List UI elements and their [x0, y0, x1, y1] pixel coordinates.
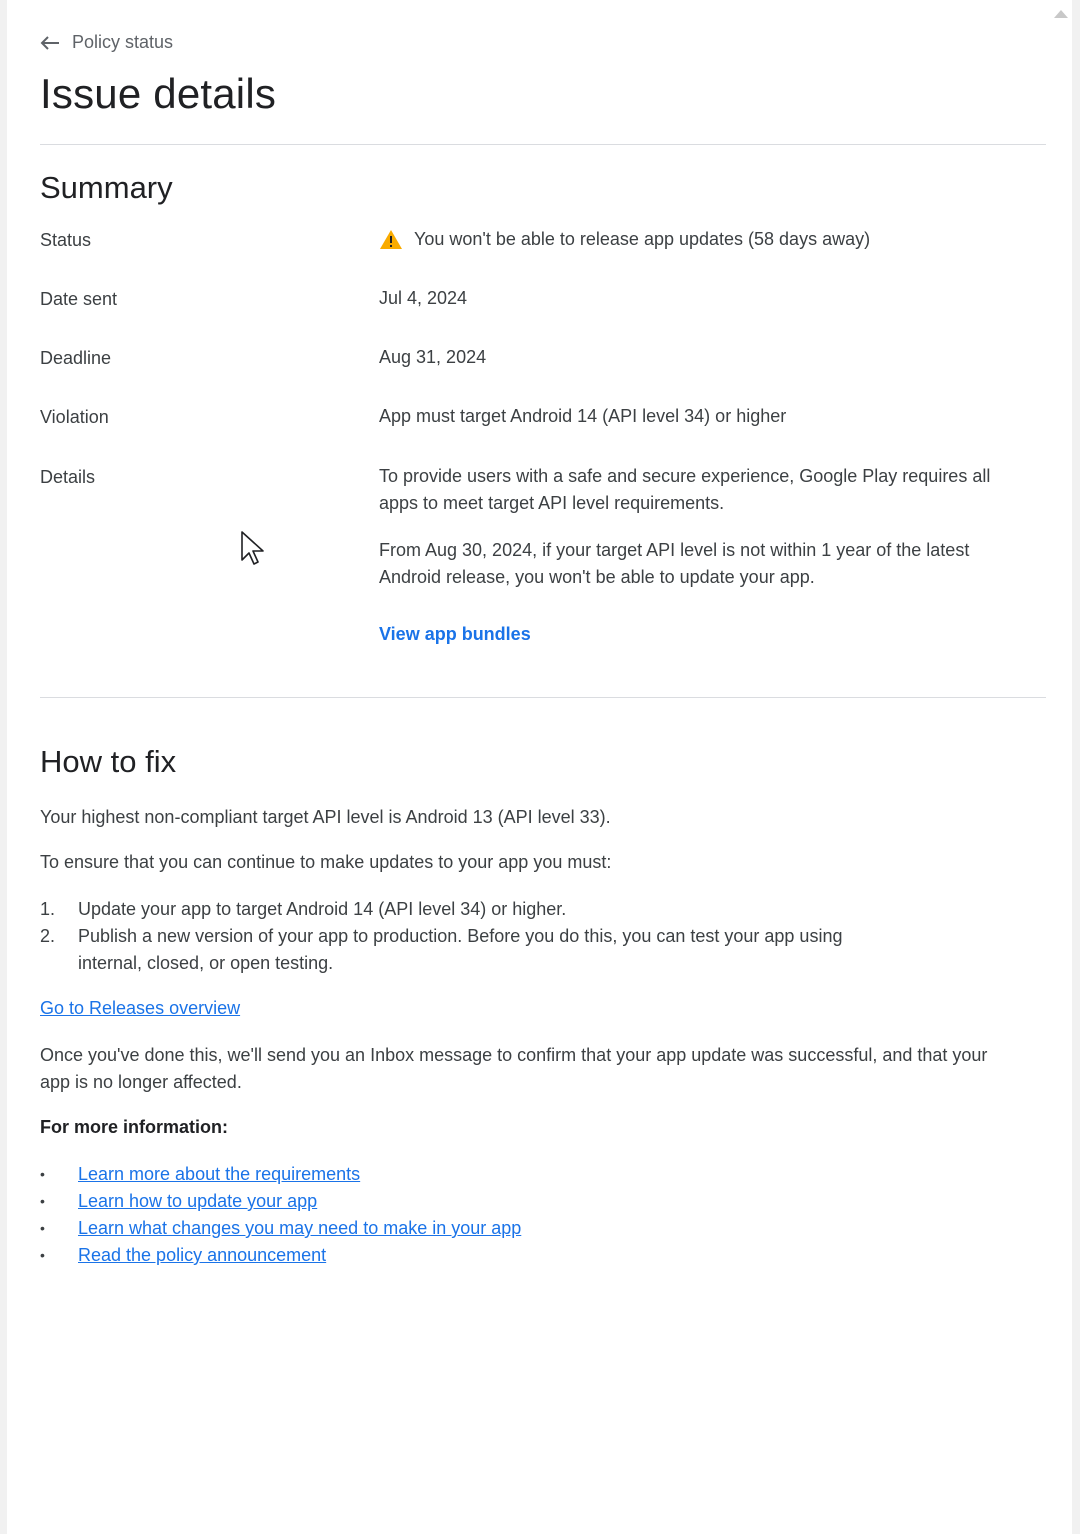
summary-heading: Summary	[40, 170, 173, 205]
details-label: Details	[40, 467, 96, 487]
how-to-fix-heading: How to fix	[40, 744, 177, 779]
list-item	[40, 923, 900, 977]
details-para-1: To provide users with a safe and secure experience, Google Play requires all apps to meet target API level requirements.	[379, 466, 991, 513]
scroll-up-arrow-icon[interactable]	[1054, 10, 1068, 18]
bullet: •	[40, 1247, 45, 1263]
divider	[40, 144, 1046, 145]
view-app-bundles-link[interactable]: View app bundles	[379, 624, 531, 644]
date-sent-label: Date sent	[40, 289, 118, 309]
deadline-label: Deadline	[40, 348, 112, 368]
releases-link-container	[40, 995, 1000, 1022]
divider	[40, 697, 1046, 698]
list-item	[40, 1242, 521, 1269]
scrollbar[interactable]	[1072, 0, 1080, 1534]
intro-text: Your highest non-compliant target API level is Android 13 (API level 33).	[40, 807, 611, 827]
violation-label: Violation	[40, 407, 109, 427]
page-title: Issue details	[40, 70, 277, 117]
details-para-2: From Aug 30, 2024, if your target API level is not within 1 year of the latest Android release, you won't be able to update your app.	[379, 540, 970, 587]
list-item	[40, 896, 900, 923]
page	[7, 0, 1072, 1534]
back-link-label: Policy status	[72, 32, 174, 52]
list-item	[40, 1215, 521, 1242]
arrow-left-icon	[40, 35, 60, 51]
view-app-bundles-container	[379, 621, 999, 648]
requirements-link[interactable]: Learn more about the requirements	[78, 1164, 361, 1184]
step-text: Publish a new version of your app to production. Before you do this, you can test your app using internal, closed, or open testing.	[78, 926, 843, 973]
more-info-heading: For more information:	[40, 1117, 228, 1137]
deadline-value: Aug 31, 2024	[379, 347, 487, 367]
list-item	[40, 1161, 521, 1188]
policy-announcement-link[interactable]: Read the policy announcement	[78, 1245, 327, 1265]
changes-link[interactable]: Learn what changes you may need to make in your app	[78, 1218, 522, 1238]
status-label: Status	[40, 230, 92, 250]
update-app-link[interactable]: Learn how to update your app	[78, 1191, 318, 1211]
violation-value: App must target Android 14 (API level 34) or higher	[379, 406, 787, 426]
step-text: Update your app to target Android 14 (API level 34) or higher.	[78, 899, 567, 919]
step-number: 1.	[40, 899, 56, 919]
step-number: 2.	[40, 926, 56, 946]
lead-text: To ensure that you can continue to make updates to your app you must:	[40, 852, 612, 872]
status-text: You won't be able to release app updates (58 days away)	[414, 229, 871, 249]
mouse-cursor-icon	[240, 530, 266, 568]
confirmation-text: Once you've done this, we'll send you an Inbox message to confirm that your app update was successful, and that your app is no longer affected.	[40, 1045, 988, 1092]
date-sent-value: Jul 4, 2024	[379, 288, 468, 308]
bullet: •	[40, 1166, 45, 1182]
list-item	[40, 1188, 521, 1215]
bullet: •	[40, 1220, 45, 1236]
steps-list	[40, 896, 900, 977]
more-info-list	[40, 1161, 521, 1269]
bullet: •	[40, 1193, 45, 1209]
warning-icon	[379, 229, 403, 250]
status-value	[379, 226, 999, 253]
releases-overview-link[interactable]: Go to Releases overview	[40, 998, 241, 1018]
back-link[interactable]	[40, 32, 173, 53]
